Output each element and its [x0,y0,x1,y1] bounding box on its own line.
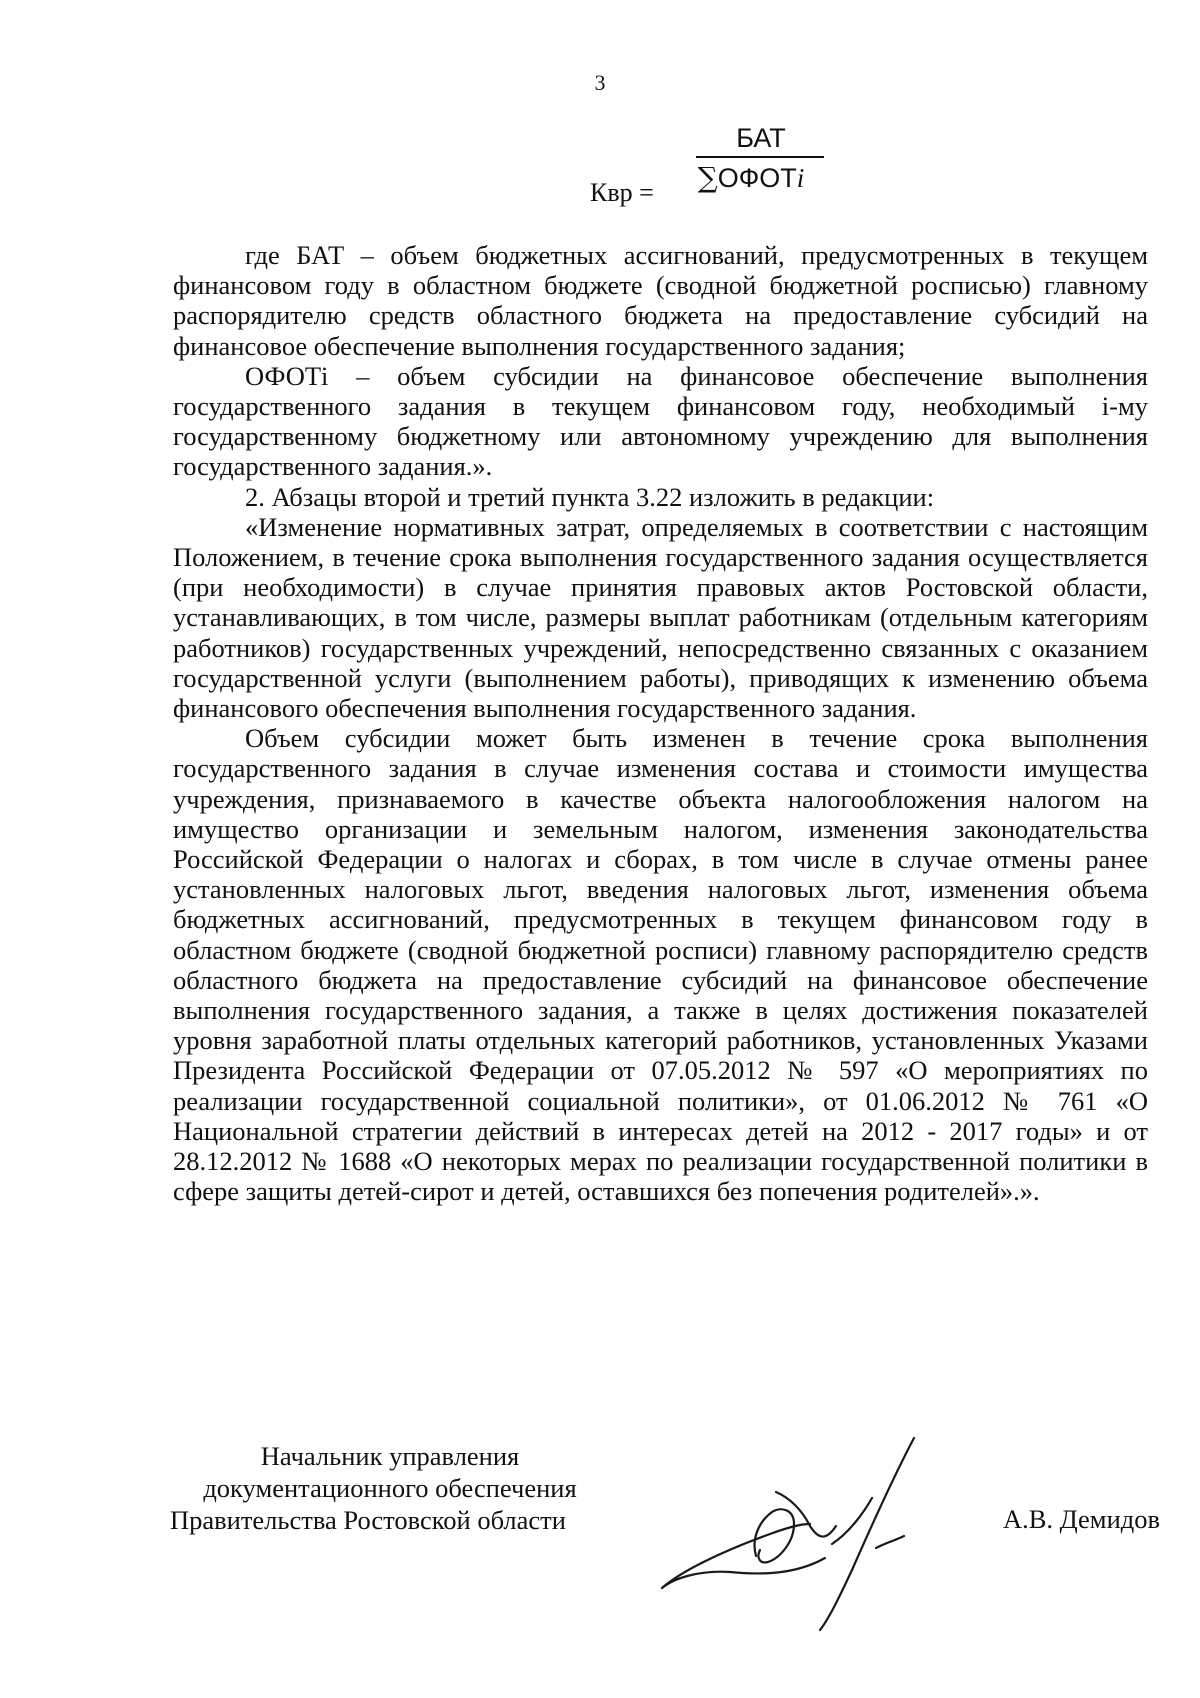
signatory-name: А.В. Демидов [1002,1504,1160,1534]
formula-denominator-index: i [796,163,805,193]
formula-denominator-base: ОФОТ [717,163,797,193]
handwritten-signature [660,1432,920,1632]
signatory-title-line: Начальник управления [260,1441,520,1471]
page-number: 3 [594,70,606,95]
signatory-title [170,1440,610,1536]
formula [590,120,830,210]
paragraph-definition-bat: где БАТ – объем бюджетных ассигнований, предусмотренных в текущем финансовом году в областном бюджете (сводной бюджетной росписью) главному распорядителю средств областного бюджета на предоставление субсидий на финансовое обеспечение выполнения государственного задания; [173,240,1148,361]
signatory-title-line: документационного обеспечения [203,1473,577,1503]
sigma-symbol: ∑ [697,161,718,194]
paragraph-quote-2: Объем субсидии может быть изменен в течение срока выполнения государственного задания в случае изменения состава и стоимости имущества учреждения, признаваемого в качестве объекта налогообложения налогом на имущество организации и земельным налогом, изменения законодательства Российской Федерации о налогах и сборах, в том числе в случае отмены ранее установленных налоговых льгот, введения налоговых льгот, изменения объема бюджетных ассигнований, предусмотренных в текущем финансовом году в областном бюджете (сводной бюджетной росписи) главному распорядителю средств областного бюджета на предоставление субсидий на финансовое обеспечение выполнения государственного задания, а также в целях достижения показателей уровня заработной платы отдельных категорий работников, установленных Указами Президента Российской Федерации от 07.05.2012 № 597 «О мероприятиях по реализации государственной социальной политики», от 01.06.2012 № 761 «О Национальной стратегии действий в интересах детей на 2012 - 2017 годы» и от 28.12.2012 № 1688 «О некоторых мерах по реализации государственной политики в сфере защиты детей-сирот и детей, оставшихся без попечения родителей».». [173,723,1148,1207]
signature-block [170,1440,1160,1640]
body-text [173,240,1148,1207]
paragraph-item-2: 2. Абзацы второй и третий пункта 3.22 изложить в редакции: [245,481,935,512]
formula-lhs: Квр = [590,178,654,207]
paragraph-definition-ofot: ОФОТi – объем субсидии на финансовое обеспечение выполнения государственного задания в текущем финансовом году, необходимый i-му государственному бюджетному или автономному учреждению для выполнения государственного задания.». [173,360,1148,482]
signatory-title-line: Правительства Ростовской области [170,1505,566,1535]
formula-denominator [676,158,826,198]
paragraph-quote-1: «Изменение нормативных затрат, определяемых в соответствии с настоящим Положением, в течение срока выполнения государственного задания осуществляется (при необходимости) в случае принятия правовых актов Ростовской области, устанавливающих, в том числе, размеры выплат работникам (отдельным категориям работников) государственных учреждений, непосредственно связанных с оказанием государственной услуги (выполнением работы), приводящих к изменению объема финансового обеспечения выполнения государственного задания. [173,511,1148,724]
formula-numerator: БАТ [736,123,786,153]
formula-fraction [676,120,826,198]
